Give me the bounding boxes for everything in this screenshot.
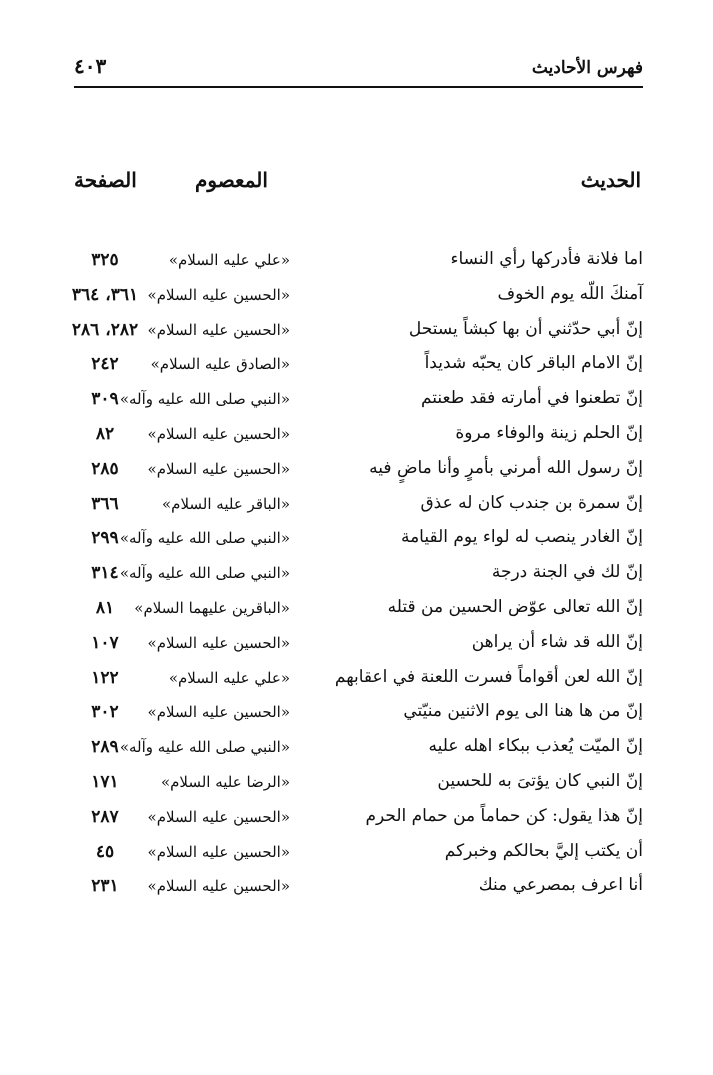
masum-name: «الباقرين عليهما السلام» — [134, 598, 290, 617]
hadith-text: اما فلانة فأدركها رأي النساء — [450, 249, 643, 269]
page-reference: ٢٨٢، ٢٨٦ — [71, 319, 139, 340]
hadith-text: إنّ هذا يقول: كن حماماً من حمام الحرم — [365, 805, 643, 826]
page-reference: ٢٤٢ — [91, 354, 119, 375]
running-header — [74, 52, 643, 88]
masum-name: «علي عليه السلام» — [168, 668, 290, 687]
page-reference: ١٧١ — [91, 771, 119, 792]
page-reference: ٣٠٢ — [91, 702, 119, 723]
hadith-text: إنّ سمرة بن جندب كان له عذق — [420, 492, 643, 513]
index-row — [0, 349, 713, 384]
index-row — [0, 280, 713, 315]
index-row — [0, 454, 713, 489]
page-reference: ١٠٧ — [91, 632, 119, 653]
page-reference: ١٢٢ — [91, 667, 119, 688]
hadith-text: إنّ أبي حدّثني أن بها كبشاً يستحل — [408, 318, 643, 339]
hadith-text: إنّ الحلم زينة والوفاء مروة — [455, 422, 643, 443]
masum-name: «النبي صلى الله عليه وآله» — [119, 738, 290, 757]
hadith-text: إنّ الغادر ينصب له لواء يوم القيامة — [400, 527, 643, 548]
index-row — [0, 593, 713, 628]
index-row — [0, 558, 713, 593]
masum-name: «الحسين عليه السلام» — [147, 633, 290, 652]
hadith-text: إنّ من ها هنا الى يوم الاثنين منيّتي — [403, 701, 643, 722]
masum-name: «الحسين عليه السلام» — [147, 877, 290, 896]
page-reference: ٣٦١، ٣٦٤ — [71, 284, 139, 305]
masum-name: «الحسين عليه السلام» — [147, 807, 290, 826]
masum-name: «الحسين عليه السلام» — [147, 320, 290, 339]
page-reference: ٢٩٩ — [91, 528, 119, 549]
hadith-text: أنا اعرف بمصرعي منك — [478, 875, 643, 896]
masum-name: «الحسين عليه السلام» — [147, 424, 290, 443]
index-row — [0, 697, 713, 732]
running-title: فهرس الأحاديث — [531, 58, 643, 78]
masum-name: «النبي صلى الله عليه وآله» — [119, 390, 290, 409]
hadith-text: إنّ الميّت يُعذب ببكاء اهله عليه — [428, 736, 643, 757]
page-reference: ٢٣١ — [91, 876, 119, 897]
index-row — [0, 663, 713, 698]
page-reference: ٢٨٩ — [91, 737, 119, 758]
masum-name: «الرضا عليه السلام» — [160, 772, 290, 791]
masum-name: «الحسين عليه السلام» — [147, 459, 290, 478]
page-reference: ٣٦٦ — [91, 493, 119, 514]
hadith-text: إنّ لك في الجنة درجة — [491, 562, 643, 583]
column-header-hadith: الحديث — [580, 168, 641, 192]
index-row — [0, 419, 713, 454]
page-reference: ٢٨٥ — [91, 458, 119, 479]
masum-name: «النبي صلى الله عليه وآله» — [119, 564, 290, 583]
index-row — [0, 245, 713, 280]
index-row — [0, 767, 713, 802]
hadith-text: آمنكَ اللّه يوم الخوف — [497, 283, 643, 304]
masum-name: «الحسين عليه السلام» — [147, 285, 290, 304]
page-reference: ٣٠٩ — [91, 389, 119, 410]
index-row — [0, 802, 713, 837]
page-reference: ٨١ — [95, 597, 115, 618]
hadith-text: إنّ الامام الباقر كان يحبّه شديداً — [424, 353, 643, 374]
masum-name: «الحسين عليه السلام» — [147, 703, 290, 722]
index-list — [0, 245, 713, 906]
hadith-text: أن يكتب إليَّ بحالكم وخبركم — [444, 840, 643, 861]
hadith-text: إنّ رسول الله أمرني بأمرٍ وأنا ماضٍ فيه — [369, 457, 643, 478]
masum-name: «النبي صلى الله عليه وآله» — [119, 529, 290, 548]
page-reference: ٣٢٥ — [91, 250, 119, 270]
index-row — [0, 732, 713, 767]
masum-name: «الباقر عليه السلام» — [161, 494, 290, 513]
index-row — [0, 837, 713, 872]
hadith-text: إنّ الله قد شاء أن يراهن — [471, 631, 643, 652]
masum-name: «علي عليه السلام» — [168, 251, 290, 269]
column-header-page: الصفحة — [74, 168, 137, 192]
page-reference: ٨٢ — [95, 423, 115, 444]
hadith-text: إنّ الله تعالى عوّض الحسين من قتله — [387, 596, 643, 617]
masum-name: «الصادق عليه السلام» — [150, 355, 290, 374]
hadith-text: إنّ تطعنوا في أمارته فقد طعنتم — [420, 388, 643, 409]
index-row — [0, 523, 713, 558]
page-number: ٤٠٣ — [74, 54, 107, 78]
hadith-text: إنّ النبي كان يؤتىَ به للحسين — [437, 770, 643, 791]
page-reference: ٣١٤ — [91, 563, 119, 584]
page-reference: ٤٥ — [95, 841, 115, 862]
index-row — [0, 315, 713, 350]
column-header-masum: المعصوم — [195, 168, 268, 192]
masum-name: «الحسين عليه السلام» — [147, 842, 290, 861]
hadith-text: إنّ الله لعن أقواماً فسرت اللعنة في اعقابهم — [334, 666, 643, 687]
page-reference: ٢٨٧ — [91, 806, 119, 827]
index-row — [0, 628, 713, 663]
index-row — [0, 871, 713, 906]
index-row — [0, 489, 713, 524]
index-row — [0, 384, 713, 419]
